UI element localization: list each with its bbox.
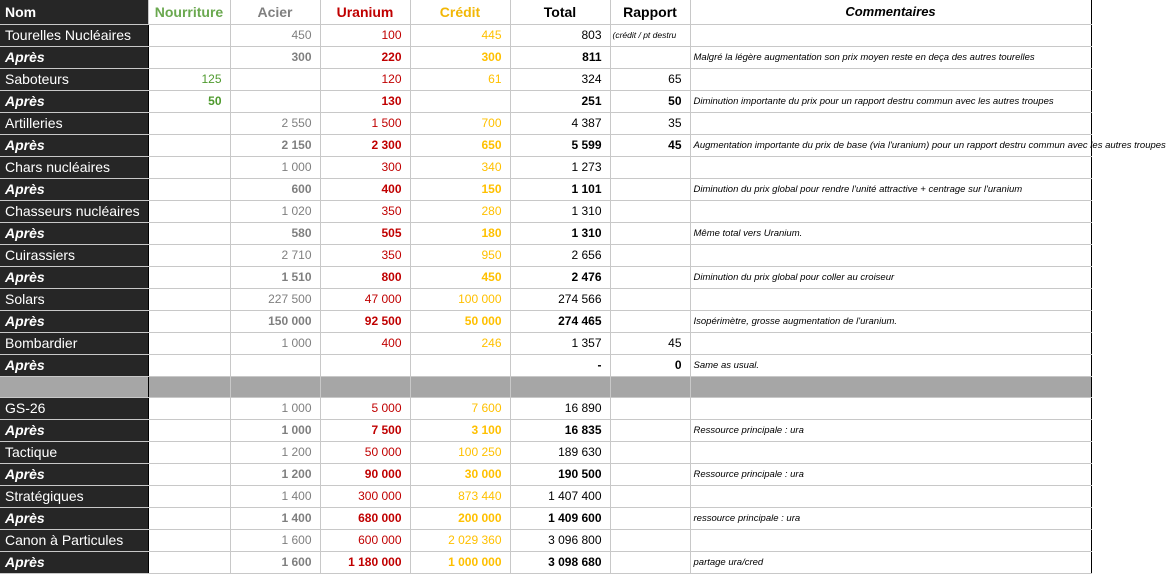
ratio-cell[interactable]: 0 <box>610 355 690 377</box>
food-cell[interactable] <box>148 157 230 179</box>
separator-cell[interactable] <box>510 377 610 398</box>
uranium-cell[interactable]: 1 180 000 <box>320 552 410 574</box>
header-uranium[interactable]: Uranium <box>320 0 410 25</box>
ratio-cell[interactable]: 50 <box>610 91 690 113</box>
header-food[interactable]: Nourriture <box>148 0 230 25</box>
uranium-cell[interactable]: 120 <box>320 69 410 91</box>
table-row <box>0 113 1091 135</box>
uranium-cell[interactable]: 350 <box>320 201 410 223</box>
separator-cell[interactable] <box>690 377 1091 398</box>
food-cell[interactable] <box>148 25 230 47</box>
comment-cell[interactable] <box>690 25 1091 47</box>
steel-cell[interactable]: 2 710 <box>230 245 320 267</box>
steel-cell[interactable]: 1 510 <box>230 267 320 289</box>
unit-name-cell[interactable]: Après <box>0 420 148 442</box>
credit-cell[interactable]: 61 <box>410 69 510 91</box>
food-cell[interactable] <box>148 530 230 552</box>
table-row <box>0 69 1091 91</box>
separator-cell[interactable] <box>230 377 320 398</box>
total-cell[interactable]: 811 <box>510 47 610 69</box>
table-row <box>0 47 1091 69</box>
unit-name-cell[interactable]: Solars <box>0 289 148 311</box>
table-row <box>0 486 1091 508</box>
table-row <box>0 530 1091 552</box>
header-ratio[interactable]: Rapport <box>610 0 690 25</box>
comment-cell[interactable] <box>690 201 1091 223</box>
unit-name-cell[interactable]: Cuirassiers <box>0 245 148 267</box>
total-cell[interactable]: 2 656 <box>510 245 610 267</box>
credit-cell[interactable]: 3 100 <box>410 420 510 442</box>
total-cell[interactable]: 1 101 <box>510 179 610 201</box>
total-cell[interactable]: 274 465 <box>510 311 610 333</box>
uranium-cell[interactable]: 220 <box>320 47 410 69</box>
steel-cell[interactable]: 1 600 <box>230 530 320 552</box>
food-cell[interactable] <box>148 486 230 508</box>
uranium-cell[interactable]: 2 300 <box>320 135 410 157</box>
unit-name-cell[interactable]: Après <box>0 552 148 574</box>
comment-cell[interactable] <box>690 398 1091 420</box>
total-cell[interactable]: 16 835 <box>510 420 610 442</box>
credit-cell[interactable]: 700 <box>410 113 510 135</box>
unit-name-cell[interactable]: Saboteurs <box>0 69 148 91</box>
steel-cell[interactable]: 1 000 <box>230 333 320 355</box>
total-cell[interactable]: 16 890 <box>510 398 610 420</box>
steel-cell[interactable]: 2 550 <box>230 113 320 135</box>
unit-name-cell[interactable]: Après <box>0 355 148 377</box>
credit-cell[interactable]: 340 <box>410 157 510 179</box>
ratio-cell[interactable] <box>610 223 690 245</box>
ratio-cell[interactable] <box>610 508 690 530</box>
separator-cell[interactable] <box>410 377 510 398</box>
comment-cell[interactable]: Ressource principale : ura <box>690 464 1091 486</box>
uranium-cell[interactable]: 350 <box>320 245 410 267</box>
unit-name-cell[interactable]: Artilleries <box>0 113 148 135</box>
unit-name-cell[interactable]: Tactique <box>0 442 148 464</box>
comment-cell[interactable] <box>690 486 1091 508</box>
uranium-cell[interactable]: 300 <box>320 157 410 179</box>
table-row <box>0 223 1091 245</box>
comment-cell[interactable]: Diminution du prix global pour rendre l'unité attractive + centrage sur l'uranium <box>690 179 1091 201</box>
uranium-cell[interactable]: 90 000 <box>320 464 410 486</box>
unit-name-cell[interactable]: Bombardier <box>0 333 148 355</box>
steel-cell[interactable]: 1 400 <box>230 486 320 508</box>
credit-cell[interactable]: 873 440 <box>410 486 510 508</box>
table-row <box>0 552 1091 574</box>
steel-cell[interactable]: 1 020 <box>230 201 320 223</box>
header-credit[interactable]: Crédit <box>410 0 510 25</box>
ratio-cell[interactable] <box>610 157 690 179</box>
table-row <box>0 245 1091 267</box>
separator-cell[interactable] <box>320 377 410 398</box>
credit-cell[interactable]: 450 <box>410 267 510 289</box>
unit-name-cell[interactable]: Après <box>0 223 148 245</box>
table-row <box>0 157 1091 179</box>
unit-name-cell[interactable]: Après <box>0 311 148 333</box>
steel-cell[interactable]: 2 150 <box>230 135 320 157</box>
total-cell[interactable]: 2 476 <box>510 267 610 289</box>
uranium-cell[interactable]: 47 000 <box>320 289 410 311</box>
ratio-cell[interactable] <box>610 289 690 311</box>
uranium-cell[interactable]: 5 000 <box>320 398 410 420</box>
comment-cell[interactable]: Malgré la légère augmentation son prix moyen reste en deça des autres tourelles <box>690 47 1091 69</box>
comment-cell[interactable]: Same as usual. <box>690 355 1091 377</box>
comment-cell[interactable] <box>690 530 1091 552</box>
header-name[interactable]: Nom <box>0 0 148 25</box>
unit-name-cell[interactable]: Après <box>0 464 148 486</box>
comment-cell[interactable] <box>690 113 1091 135</box>
ratio-cell[interactable] <box>610 267 690 289</box>
uranium-cell[interactable]: 400 <box>320 333 410 355</box>
table-row <box>0 355 1091 377</box>
credit-cell[interactable]: 150 <box>410 179 510 201</box>
comment-cell[interactable] <box>690 289 1091 311</box>
total-cell[interactable]: 324 <box>510 69 610 91</box>
ratio-cell[interactable] <box>610 530 690 552</box>
ratio-cell[interactable]: 45 <box>610 333 690 355</box>
steel-cell[interactable]: 300 <box>230 47 320 69</box>
total-cell[interactable]: 1 310 <box>510 223 610 245</box>
comment-cell[interactable] <box>690 442 1091 464</box>
uranium-cell[interactable]: 800 <box>320 267 410 289</box>
credit-cell[interactable]: 50 000 <box>410 311 510 333</box>
ratio-cell[interactable]: 65 <box>610 69 690 91</box>
food-cell[interactable] <box>148 355 230 377</box>
uranium-cell[interactable]: 600 000 <box>320 530 410 552</box>
steel-cell[interactable]: 1 000 <box>230 157 320 179</box>
comment-cell[interactable] <box>690 245 1091 267</box>
unit-name-cell[interactable]: Stratégiques <box>0 486 148 508</box>
separator-row <box>0 377 1091 398</box>
comment-cell[interactable]: Diminution du prix global pour coller au croiseur <box>690 267 1091 289</box>
separator-cell[interactable] <box>610 377 690 398</box>
unit-name-cell[interactable]: Après <box>0 91 148 113</box>
unit-name-cell[interactable]: Après <box>0 179 148 201</box>
credit-cell[interactable] <box>410 91 510 113</box>
food-cell[interactable]: 50 <box>148 91 230 113</box>
total-cell[interactable]: 3 096 800 <box>510 530 610 552</box>
ratio-cell[interactable] <box>610 245 690 267</box>
credit-cell[interactable]: 7 600 <box>410 398 510 420</box>
unit-name-cell[interactable]: Après <box>0 508 148 530</box>
ratio-cell[interactable] <box>610 486 690 508</box>
total-cell[interactable]: 3 098 680 <box>510 552 610 574</box>
total-cell[interactable]: 803 <box>510 25 610 47</box>
total-cell[interactable]: 4 387 <box>510 113 610 135</box>
table-row <box>0 311 1091 333</box>
table-row <box>0 25 1091 47</box>
ratio-cell[interactable] <box>610 179 690 201</box>
steel-cell[interactable] <box>230 91 320 113</box>
ratio-cell[interactable]: (crédit / pt destru <box>610 25 690 47</box>
credit-cell[interactable]: 100 000 <box>410 289 510 311</box>
comment-cell[interactable]: Augmentation importante du prix de base (via l'uranium) pour un rapport destru commun avec les autres troupes <box>690 135 1091 157</box>
total-cell[interactable]: 190 500 <box>510 464 610 486</box>
ratio-cell[interactable] <box>610 47 690 69</box>
comment-cell[interactable]: Même total vers Uranium. <box>690 223 1091 245</box>
steel-cell[interactable]: 1 600 <box>230 552 320 574</box>
credit-cell[interactable]: 200 000 <box>410 508 510 530</box>
food-cell[interactable] <box>148 508 230 530</box>
food-cell[interactable] <box>148 442 230 464</box>
table-row <box>0 442 1091 464</box>
ratio-cell[interactable] <box>610 464 690 486</box>
food-cell[interactable] <box>148 552 230 574</box>
table-row <box>0 333 1091 355</box>
comment-cell[interactable]: partage ura/cred <box>690 552 1091 574</box>
table-row <box>0 267 1091 289</box>
comment-cell[interactable]: ressource principale : ura <box>690 508 1091 530</box>
unit-name-cell[interactable]: Après <box>0 267 148 289</box>
separator-cell[interactable] <box>0 377 148 398</box>
unit-name-cell[interactable]: Chasseurs nucléaires <box>0 201 148 223</box>
uranium-cell[interactable]: 7 500 <box>320 420 410 442</box>
ratio-cell[interactable] <box>610 201 690 223</box>
total-cell[interactable]: 1 273 <box>510 157 610 179</box>
food-cell[interactable] <box>148 47 230 69</box>
credit-cell[interactable]: 100 250 <box>410 442 510 464</box>
header-steel[interactable]: Acier <box>230 0 320 25</box>
ratio-cell[interactable] <box>610 552 690 574</box>
food-cell[interactable] <box>148 267 230 289</box>
uranium-cell[interactable]: 92 500 <box>320 311 410 333</box>
food-cell[interactable] <box>148 113 230 135</box>
credit-cell[interactable] <box>410 355 510 377</box>
comment-cell[interactable] <box>690 157 1091 179</box>
table-row <box>0 508 1091 530</box>
ratio-cell[interactable]: 45 <box>610 135 690 157</box>
credit-cell[interactable]: 180 <box>410 223 510 245</box>
steel-cell[interactable]: 227 500 <box>230 289 320 311</box>
total-cell[interactable]: 1 407 400 <box>510 486 610 508</box>
uranium-cell[interactable]: 400 <box>320 179 410 201</box>
total-cell[interactable]: 1 310 <box>510 201 610 223</box>
ratio-cell[interactable]: 35 <box>610 113 690 135</box>
unit-name-cell[interactable]: Tourelles Nucléaires <box>0 25 148 47</box>
total-cell[interactable]: 1 409 600 <box>510 508 610 530</box>
steel-cell[interactable]: 150 000 <box>230 311 320 333</box>
comment-cell[interactable] <box>690 69 1091 91</box>
unit-name-cell[interactable]: Après <box>0 135 148 157</box>
food-cell[interactable] <box>148 179 230 201</box>
unit-name-cell[interactable]: Canon à Particules <box>0 530 148 552</box>
food-cell[interactable] <box>148 135 230 157</box>
comment-cell[interactable] <box>690 333 1091 355</box>
steel-cell[interactable] <box>230 69 320 91</box>
comment-cell[interactable]: Ressource principale : ura <box>690 420 1091 442</box>
total-cell[interactable]: 274 566 <box>510 289 610 311</box>
food-cell[interactable] <box>148 289 230 311</box>
total-cell[interactable]: 189 630 <box>510 442 610 464</box>
steel-cell[interactable]: 1 000 <box>230 398 320 420</box>
table-row <box>0 179 1091 201</box>
food-cell[interactable] <box>148 464 230 486</box>
steel-cell[interactable]: 1 200 <box>230 442 320 464</box>
steel-cell[interactable]: 600 <box>230 179 320 201</box>
food-cell[interactable]: 125 <box>148 69 230 91</box>
uranium-cell[interactable]: 50 000 <box>320 442 410 464</box>
uranium-cell[interactable]: 100 <box>320 25 410 47</box>
uranium-cell[interactable]: 300 000 <box>320 486 410 508</box>
ratio-cell[interactable] <box>610 311 690 333</box>
header-total[interactable]: Total <box>510 0 610 25</box>
food-cell[interactable] <box>148 333 230 355</box>
ratio-cell[interactable] <box>610 420 690 442</box>
table-row <box>0 420 1091 442</box>
steel-cell[interactable]: 1 400 <box>230 508 320 530</box>
credit-cell[interactable]: 30 000 <box>410 464 510 486</box>
credit-cell[interactable]: 950 <box>410 245 510 267</box>
credit-cell[interactable]: 300 <box>410 47 510 69</box>
credit-cell[interactable]: 1 000 000 <box>410 552 510 574</box>
steel-cell[interactable]: 1 200 <box>230 464 320 486</box>
food-cell[interactable] <box>148 201 230 223</box>
total-cell[interactable]: 251 <box>510 91 610 113</box>
total-cell[interactable]: - <box>510 355 610 377</box>
uranium-cell[interactable] <box>320 355 410 377</box>
table-row <box>0 289 1091 311</box>
ratio-cell[interactable] <box>610 398 690 420</box>
table-row <box>0 398 1091 420</box>
credit-cell[interactable]: 445 <box>410 25 510 47</box>
comment-cell[interactable]: Isopérimètre, grosse augmentation de l'uranium. <box>690 311 1091 333</box>
food-cell[interactable] <box>148 398 230 420</box>
credit-cell[interactable]: 246 <box>410 333 510 355</box>
header-row <box>0 0 1091 25</box>
unit-name-cell[interactable]: GS-26 <box>0 398 148 420</box>
header-comments[interactable]: Commentaires <box>690 0 1091 25</box>
food-cell[interactable] <box>148 420 230 442</box>
uranium-cell[interactable]: 505 <box>320 223 410 245</box>
ratio-cell[interactable] <box>610 442 690 464</box>
table-row <box>0 464 1091 486</box>
food-cell[interactable] <box>148 223 230 245</box>
steel-cell[interactable]: 1 000 <box>230 420 320 442</box>
unit-name-cell[interactable]: Après <box>0 47 148 69</box>
food-cell[interactable] <box>148 311 230 333</box>
uranium-cell[interactable]: 680 000 <box>320 508 410 530</box>
food-cell[interactable] <box>148 245 230 267</box>
total-cell[interactable]: 5 599 <box>510 135 610 157</box>
total-cell[interactable]: 1 357 <box>510 333 610 355</box>
table-body <box>0 25 1166 574</box>
steel-cell[interactable] <box>230 355 320 377</box>
unit-name-cell[interactable]: Chars nucléaires <box>0 157 148 179</box>
credit-cell[interactable]: 280 <box>410 201 510 223</box>
steel-cell[interactable]: 580 <box>230 223 320 245</box>
credit-cell[interactable]: 2 029 360 <box>410 530 510 552</box>
credit-cell[interactable]: 650 <box>410 135 510 157</box>
table-row <box>0 91 1091 113</box>
separator-cell[interactable] <box>148 377 230 398</box>
comment-cell[interactable]: Diminution importante du prix pour un rapport destru commun avec les autres troupes <box>690 91 1091 113</box>
steel-cell[interactable]: 450 <box>230 25 320 47</box>
table-row <box>0 135 1091 157</box>
uranium-cell[interactable]: 1 500 <box>320 113 410 135</box>
uranium-cell[interactable]: 130 <box>320 91 410 113</box>
table-row <box>0 201 1091 223</box>
